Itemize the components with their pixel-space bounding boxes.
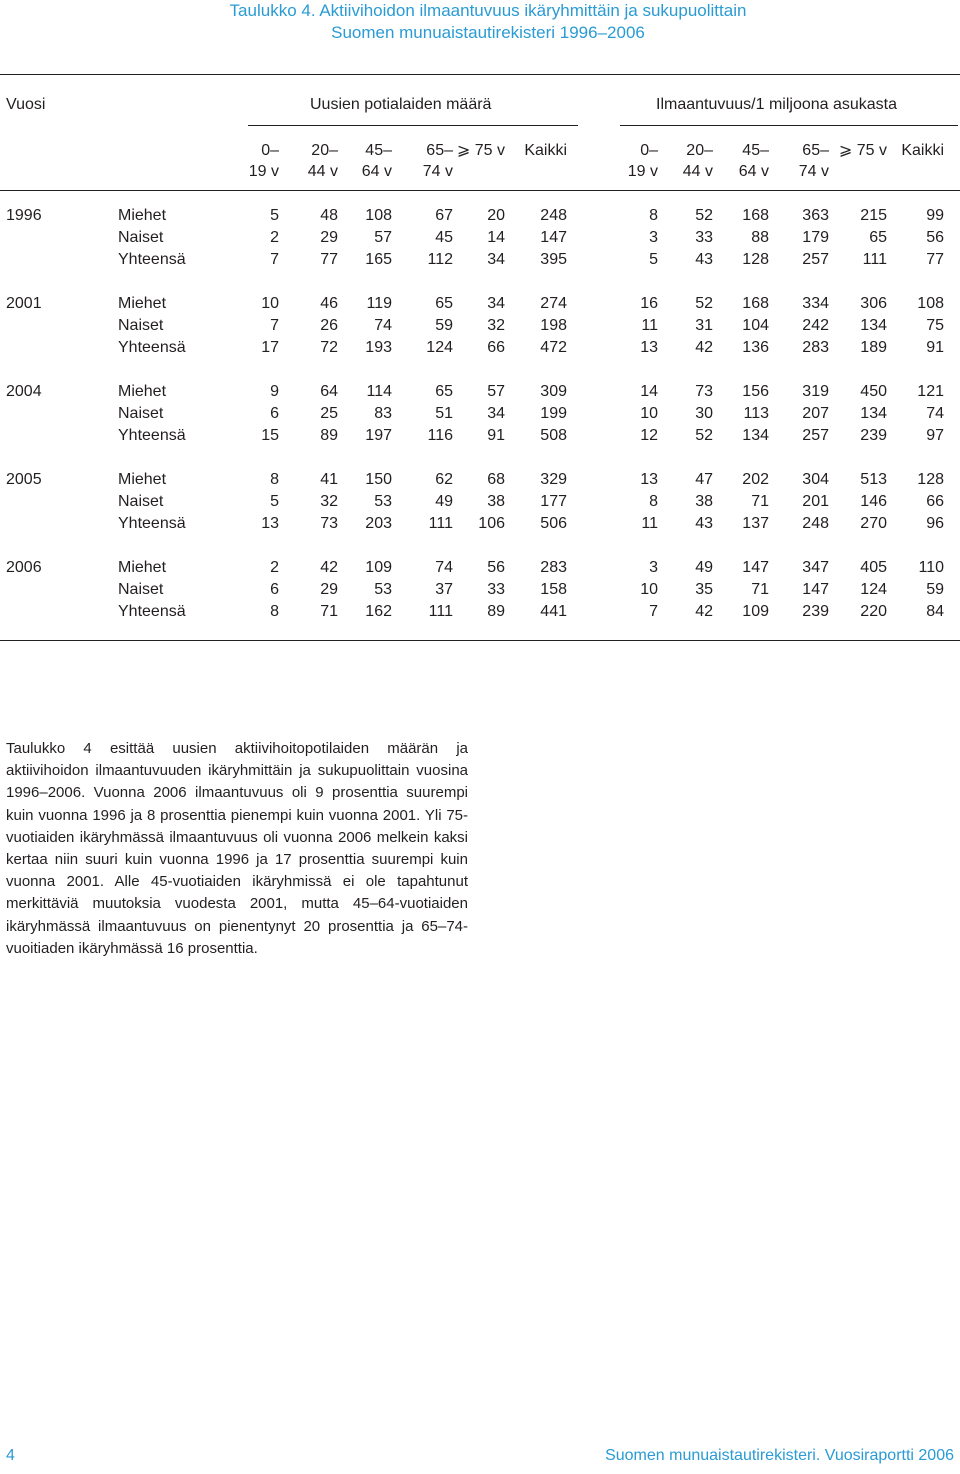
table-cell: 10	[640, 581, 658, 598]
table-cell: 77	[320, 251, 338, 268]
year-label: 2004	[6, 383, 42, 400]
table-cell: 513	[860, 471, 887, 488]
table-cell: 395	[540, 251, 567, 268]
table-cell: 99	[926, 207, 944, 224]
table-cell: 65	[435, 383, 453, 400]
table-cell: 111	[862, 251, 887, 268]
table-cell: 257	[802, 427, 829, 444]
column-header-top: 20–	[686, 142, 713, 159]
table-cell: 304	[802, 471, 829, 488]
table-cell: 72	[320, 339, 338, 356]
table-cell: 14	[487, 229, 505, 246]
table-cell: 156	[742, 383, 769, 400]
table-cell: 96	[926, 515, 944, 532]
table-cell: 104	[742, 317, 769, 334]
table-cell: 109	[742, 603, 769, 620]
row-label: Naiset	[118, 493, 164, 510]
table-cell: 75	[926, 317, 944, 334]
table-cell: 11	[641, 515, 658, 532]
table-cell: 89	[487, 603, 505, 620]
table-cell: 49	[695, 559, 713, 576]
table-cell: 35	[695, 581, 713, 598]
table-cell: 84	[926, 603, 944, 620]
table-cell: 201	[802, 493, 829, 510]
row-label: Miehet	[118, 559, 167, 576]
column-header-bottom: 74 v	[422, 163, 453, 180]
table-cell: 91	[487, 427, 505, 444]
column-header-top: 20–	[311, 142, 338, 159]
table-cell: 11	[641, 317, 658, 334]
table-cell: 334	[802, 295, 829, 312]
table-cell: 33	[695, 229, 713, 246]
table-cell: 179	[802, 229, 829, 246]
table-cell: 110	[918, 559, 944, 576]
table-cell: 16	[640, 295, 658, 312]
table-cell: 15	[261, 427, 279, 444]
table-cell: 121	[917, 383, 944, 400]
table-cell: 248	[540, 207, 567, 224]
table-cell: 57	[487, 383, 505, 400]
table-cell: 53	[374, 581, 392, 598]
table-cell: 168	[742, 207, 769, 224]
table-cell: 220	[860, 603, 887, 620]
table-cell: 347	[802, 559, 829, 576]
table-cell: 114	[366, 383, 392, 400]
table-cell: 13	[640, 471, 658, 488]
table-cell: 74	[435, 559, 453, 576]
table-cell: 91	[926, 339, 944, 356]
table-cell: 309	[540, 383, 567, 400]
table-cell: 242	[802, 317, 829, 334]
column-header-bottom: 19 v	[248, 163, 279, 180]
column-header-top: Kaikki	[524, 142, 567, 159]
table-cell: 34	[487, 251, 505, 268]
table-cell: 47	[695, 471, 713, 488]
table-cell: 38	[487, 493, 505, 510]
table-cell: 111	[428, 515, 453, 532]
table-cell: 67	[435, 207, 453, 224]
column-header-top: ⩾ 75 v	[456, 142, 505, 159]
footer-source: Suomen munuaistautirekisteri. Vuosiraportti 2006	[605, 1447, 954, 1464]
table-cell: 257	[802, 251, 829, 268]
table-cell: 66	[926, 493, 944, 510]
table-cell: 12	[640, 427, 658, 444]
group-header-incidence: Ilmaantuvuus/1 miljoona asukasta	[656, 96, 898, 113]
table-cell: 37	[435, 581, 453, 598]
table-cell: 56	[926, 229, 944, 246]
column-header-bottom: 74 v	[798, 163, 829, 180]
table-cell: 65	[869, 229, 887, 246]
table-cell: 319	[802, 383, 829, 400]
table-cell: 329	[540, 471, 567, 488]
table-cell: 89	[320, 427, 338, 444]
table-cell: 124	[860, 581, 887, 598]
table-cell: 9	[270, 383, 279, 400]
table-cell: 108	[917, 295, 944, 312]
table-cell: 450	[860, 383, 887, 400]
table-cell: 202	[742, 471, 769, 488]
table-cell: 119	[366, 295, 392, 312]
table-cell: 147	[540, 229, 567, 246]
table-cell: 5	[270, 207, 279, 224]
table-cell: 472	[540, 339, 567, 356]
table-cell: 197	[365, 427, 392, 444]
table-cell: 136	[742, 339, 769, 356]
page-number: 4	[6, 1447, 15, 1464]
table-cell: 7	[649, 603, 658, 620]
table-cell: 5	[649, 251, 658, 268]
table-cell: 34	[487, 295, 505, 312]
table-cell: 88	[751, 229, 769, 246]
table-cell: 52	[695, 295, 713, 312]
table-cell: 29	[320, 229, 338, 246]
table-cell: 68	[487, 471, 505, 488]
row-label: Miehet	[118, 207, 167, 224]
table-cell: 17	[261, 339, 279, 356]
table-cell: 150	[365, 471, 392, 488]
table-cell: 43	[695, 515, 713, 532]
table-cell: 5	[270, 493, 279, 510]
table-cell: 116	[427, 427, 453, 444]
table-cell: 7	[270, 317, 279, 334]
row-label: Naiset	[118, 317, 164, 334]
column-header-top: 45–	[742, 142, 769, 159]
year-label: 2005	[6, 471, 42, 488]
table-cell: 51	[435, 405, 453, 422]
title-line-1: Taulukko 4. Aktiivihoidon ilmaantuvuus ikäryhmittäin ja sukupuolittain	[229, 1, 747, 20]
table-cell: 3	[649, 229, 658, 246]
row-label: Naiset	[118, 405, 164, 422]
group-header-patients: Uusien potialaiden määrä	[310, 96, 492, 113]
table-cell: 71	[751, 581, 769, 598]
table-cell: 14	[640, 383, 658, 400]
table-cell: 66	[487, 339, 505, 356]
table-cell: 207	[802, 405, 829, 422]
title-line-2: Suomen munuaistautirekisteri 1996–2006	[331, 23, 645, 42]
table-cell: 26	[320, 317, 338, 334]
table-cell: 57	[374, 229, 392, 246]
table-cell: 3	[649, 559, 658, 576]
table-cell: 38	[695, 493, 713, 510]
column-header-top: 65–	[426, 142, 453, 159]
table-cell: 128	[917, 471, 944, 488]
table-cell: 62	[435, 471, 453, 488]
row-label: Yhteensä	[118, 603, 186, 620]
table-cell: 59	[926, 581, 944, 598]
table-cell: 112	[427, 251, 453, 268]
table-cell: 13	[261, 515, 279, 532]
table-cell: 158	[540, 581, 567, 598]
table-cell: 46	[320, 295, 338, 312]
row-label: Yhteensä	[118, 251, 186, 268]
year-header: Vuosi	[6, 96, 46, 113]
row-label: Miehet	[118, 471, 167, 488]
table-cell: 405	[860, 559, 887, 576]
column-header-top: 0–	[261, 142, 279, 159]
column-header-top: ⩾ 75 v	[838, 142, 887, 159]
table-cell: 59	[435, 317, 453, 334]
year-label: 2001	[6, 295, 42, 312]
table-cell: 508	[540, 427, 567, 444]
table-cell: 109	[365, 559, 392, 576]
header-rule	[0, 190, 960, 191]
table-cell: 32	[487, 317, 505, 334]
table-cell: 33	[487, 581, 505, 598]
top-rule	[0, 74, 960, 75]
table-cell: 106	[478, 515, 505, 532]
table-cell: 137	[742, 515, 769, 532]
table-cell: 64	[320, 383, 338, 400]
table-cell: 10	[640, 405, 658, 422]
year-label: 1996	[6, 207, 42, 224]
row-label: Miehet	[118, 295, 167, 312]
year-label: 2006	[6, 559, 42, 576]
group-rule-left	[248, 125, 578, 126]
table-cell: 73	[695, 383, 713, 400]
table-cell: 30	[695, 405, 713, 422]
column-header-bottom: 19 v	[627, 163, 658, 180]
table-cell: 42	[695, 603, 713, 620]
table-cell: 147	[742, 559, 769, 576]
column-header-bottom: 44 v	[307, 163, 338, 180]
table-cell: 134	[860, 317, 887, 334]
column-header-top: 45–	[365, 142, 392, 159]
table-cell: 147	[802, 581, 829, 598]
table-cell: 74	[374, 317, 392, 334]
column-header-top: 65–	[802, 142, 829, 159]
table-cell: 198	[540, 317, 567, 334]
table-cell: 506	[540, 515, 567, 532]
table-cell: 248	[802, 515, 829, 532]
table-cell: 113	[743, 405, 769, 422]
table-cell: 283	[540, 559, 567, 576]
table-cell: 20	[487, 207, 505, 224]
table-cell: 2	[270, 229, 279, 246]
column-header-bottom: 64 v	[738, 163, 769, 180]
row-label: Yhteensä	[118, 339, 186, 356]
table-cell: 134	[742, 427, 769, 444]
table-cell: 6	[270, 581, 279, 598]
table-cell: 71	[320, 603, 338, 620]
table-cell: 43	[695, 251, 713, 268]
table-title	[182, 0, 794, 44]
table-cell: 146	[860, 493, 887, 510]
column-header-bottom: 44 v	[682, 163, 713, 180]
table-cell: 274	[540, 295, 567, 312]
table-cell: 77	[926, 251, 944, 268]
table-cell: 215	[860, 207, 887, 224]
table-cell: 97	[926, 427, 944, 444]
column-header-top: 0–	[640, 142, 658, 159]
table-cell: 239	[860, 427, 887, 444]
table-cell: 239	[802, 603, 829, 620]
table-cell: 193	[365, 339, 392, 356]
table-cell: 41	[320, 471, 338, 488]
table-cell: 124	[426, 339, 453, 356]
table-cell: 42	[695, 339, 713, 356]
table-cell: 168	[742, 295, 769, 312]
table-cell: 2	[270, 559, 279, 576]
table-cell: 74	[926, 405, 944, 422]
table-cell: 31	[695, 317, 713, 334]
table-cell: 111	[428, 603, 453, 620]
table-cell: 34	[487, 405, 505, 422]
table-cell: 189	[860, 339, 887, 356]
table-cell: 10	[261, 295, 279, 312]
column-header-top: Kaikki	[901, 142, 944, 159]
group-rule-right	[620, 125, 958, 126]
table-cell: 49	[435, 493, 453, 510]
table-cell: 441	[540, 603, 567, 620]
table-cell: 48	[320, 207, 338, 224]
table-cell: 42	[320, 559, 338, 576]
row-label: Yhteensä	[118, 427, 186, 444]
row-label: Naiset	[118, 229, 164, 246]
table-cell: 73	[320, 515, 338, 532]
table-cell: 283	[802, 339, 829, 356]
table-cell: 8	[649, 493, 658, 510]
table-cell: 128	[742, 251, 769, 268]
body-paragraph: Taulukko 4 esittää uusien aktiivihoitopotilaiden määrän ja aktiivihoidon ilmaantuvuuden ikäryhmittäin ja sukupuolittain vuosina 1996–2006. Vuonna 2006 ilmaantuvuus oli 9 prosenttia suurempi kuin vuonna 1996 ja 8 prosenttia pienempi kuin vuonna 2001. Yli 75-vuotiaiden ikäryhmässä ilmaantuvuus oli vuonna 2006 melkein kaksi kertaa niin suuri kuin vuonna 1996 ja 17 prosenttia suurempi kuin vuonna 2001. Alle 45-vuotiaiden ikäryhmissä ei ole tapahtunut merkittäviä muutoksia vuodesta 2001, mutta 45–64-vuotiaiden ikäryhmässä ilmaantuvuus on pienentynyt 20 prosenttia ja 65–74-vuoitiaden ikäryhmässä 16 prosenttia.	[6, 740, 468, 957]
table-cell: 203	[365, 515, 392, 532]
column-header-bottom: 64 v	[361, 163, 392, 180]
table-cell: 83	[374, 405, 392, 422]
table-cell: 53	[374, 493, 392, 510]
row-label: Miehet	[118, 383, 167, 400]
table-cell: 65	[435, 295, 453, 312]
row-label: Naiset	[118, 581, 164, 598]
bottom-rule	[0, 640, 960, 641]
table-cell: 165	[365, 251, 392, 268]
table-cell: 162	[365, 603, 392, 620]
table-cell: 52	[695, 427, 713, 444]
table-cell: 7	[270, 251, 279, 268]
table-cell: 177	[540, 493, 567, 510]
table-cell: 52	[695, 207, 713, 224]
table-cell: 8	[270, 603, 279, 620]
table-cell: 199	[540, 405, 567, 422]
row-label: Yhteensä	[118, 515, 186, 532]
table-cell: 25	[320, 405, 338, 422]
table-cell: 56	[487, 559, 505, 576]
table-cell: 306	[860, 295, 887, 312]
table-cell: 45	[435, 229, 453, 246]
table-cell: 29	[320, 581, 338, 598]
table-cell: 134	[860, 405, 887, 422]
table-cell: 270	[860, 515, 887, 532]
table-cell: 108	[365, 207, 392, 224]
table-cell: 32	[320, 493, 338, 510]
table-cell: 71	[751, 493, 769, 510]
table-cell: 13	[640, 339, 658, 356]
table-cell: 8	[270, 471, 279, 488]
table-cell: 8	[649, 207, 658, 224]
table-cell: 363	[802, 207, 829, 224]
table-cell: 6	[270, 405, 279, 422]
